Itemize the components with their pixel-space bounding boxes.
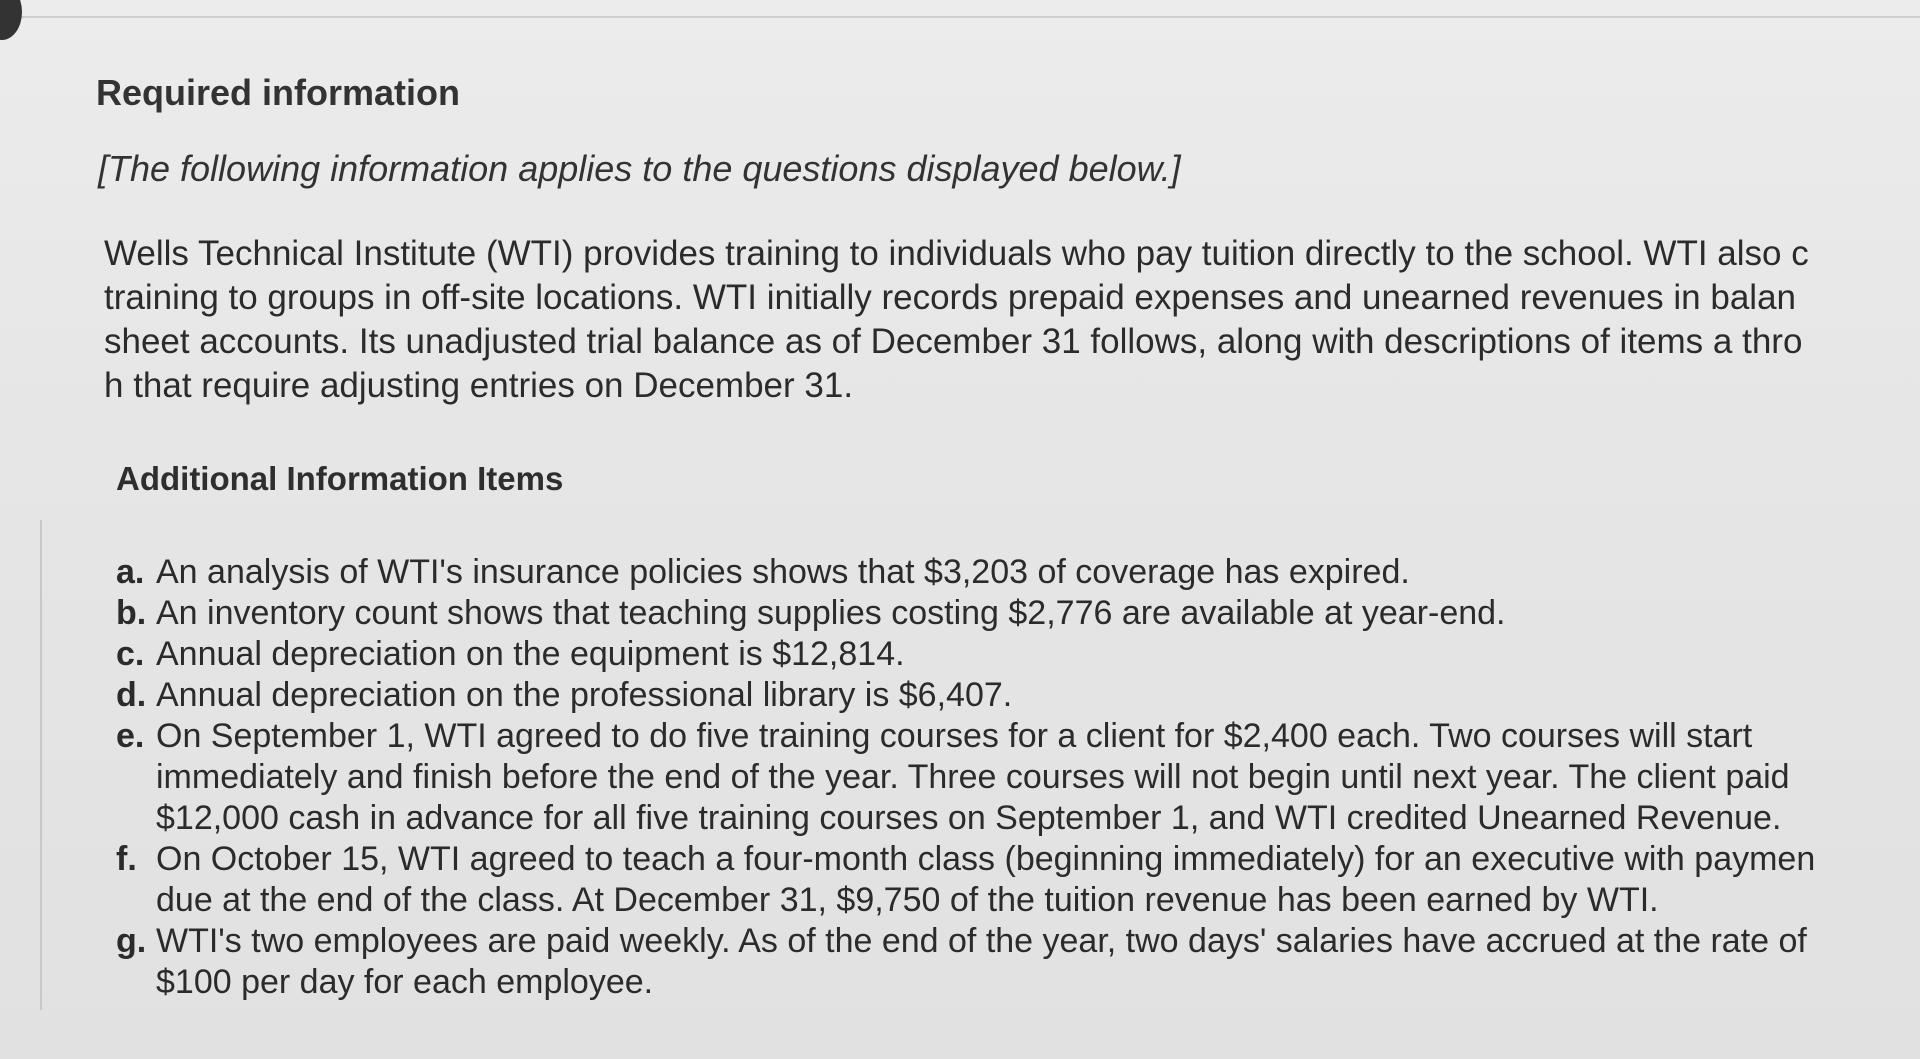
- item-text: $12,000 cash in advance for all five training courses on September 1, and WTI credited Unearned Revenue.: [156, 799, 1782, 837]
- intro-paragraph: [104, 232, 1920, 408]
- item-letter: e.: [116, 717, 145, 755]
- list-item: [116, 552, 1920, 593]
- item-text: An inventory count shows that teaching supplies costing $2,776 are available at year-end.: [156, 594, 1506, 632]
- item-text: WTI's two employees are paid weekly. As of the end of the year, two days' salaries have accrued at the rate of: [156, 922, 1807, 960]
- item-text: immediately and finish before the end of the year. Three courses will not begin until next year. The client paid: [156, 758, 1790, 796]
- intro-line: Wells Technical Institute (WTI) provides training to individuals who pay tuition directly to the school. WTI also c: [104, 234, 1809, 273]
- required-information-title: Required information: [96, 72, 461, 113]
- list-item: [116, 593, 1920, 634]
- list-item: [116, 675, 1920, 716]
- top-divider: [0, 16, 1920, 18]
- item-text: Annual depreciation on the equipment is $12,814.: [156, 635, 905, 673]
- list-item: [116, 921, 1920, 1003]
- item-letter: f.: [116, 840, 137, 878]
- list-item: [116, 716, 1920, 839]
- item-letter: d.: [116, 676, 147, 714]
- list-item: [116, 839, 1920, 921]
- list-item: [116, 634, 1920, 675]
- item-text: An analysis of WTI's insurance policies shows that $3,203 of coverage has expired.: [156, 553, 1410, 591]
- item-text: Annual depreciation on the professional library is $6,407.: [156, 676, 1013, 714]
- item-text: due at the end of the class. At December 31, $9,750 of the tuition revenue has been earned by WTI.: [156, 881, 1659, 919]
- intro-line: h that require adjusting entries on December 31.: [104, 366, 854, 405]
- corner-badge-icon: [0, 0, 22, 40]
- item-text: $100 per day for each employee.: [156, 963, 654, 1001]
- item-letter: g.: [116, 922, 147, 960]
- item-letter: a.: [116, 553, 145, 591]
- item-letter: b.: [116, 594, 147, 632]
- item-text: On October 15, WTI agreed to teach a four-month class (beginning immediately) for an executive with paymen: [156, 840, 1816, 878]
- item-letter: c.: [116, 635, 145, 673]
- left-border: [40, 520, 42, 1010]
- additional-items-list: [116, 552, 1920, 1003]
- intro-line: training to groups in off-site locations. WTI initially records prepaid expenses and unearned revenues in balan: [104, 278, 1796, 317]
- additional-information-title: Additional Information Items: [116, 460, 564, 497]
- applies-to-note: [The following information applies to the questions displayed below.]: [98, 148, 1181, 189]
- intro-line: sheet accounts. Its unadjusted trial balance as of December 31 follows, along with descriptions of items a thro: [104, 322, 1803, 361]
- required-information-panel: [96, 60, 1920, 1040]
- item-text: On September 1, WTI agreed to do five training courses for a client for $2,400 each. Two courses will start: [156, 717, 1753, 755]
